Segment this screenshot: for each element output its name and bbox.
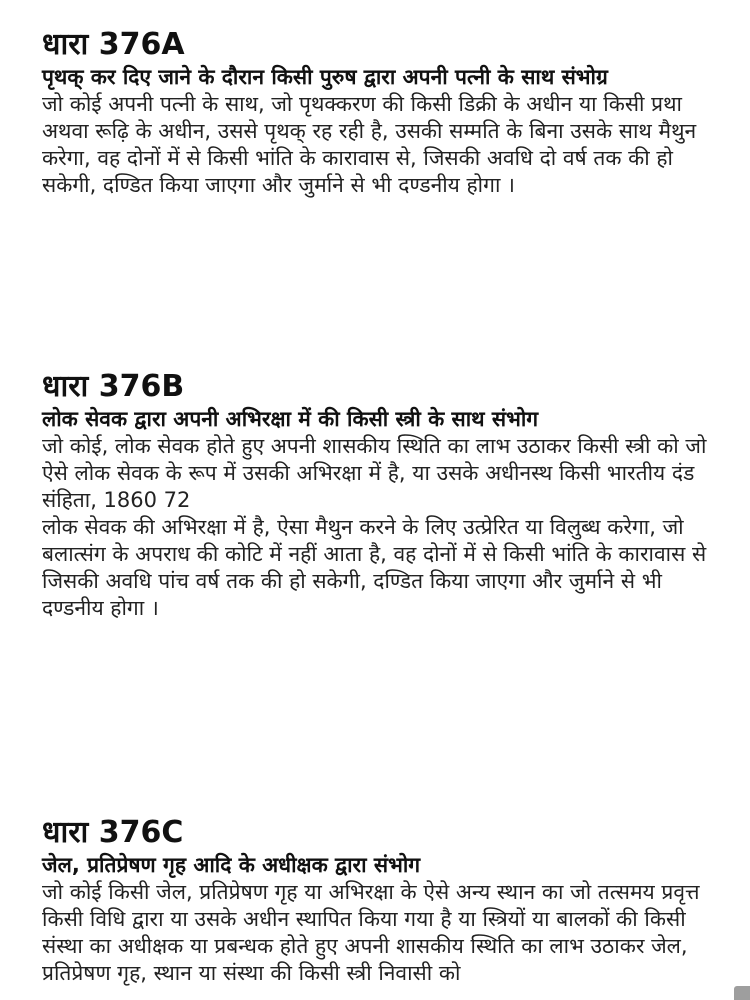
section-heading: धारा 376C <box>42 815 184 850</box>
section-subtitle: जेल, प्रतिप्रेषण गृह आदि के अधीक्षक द्वारा संभोग <box>42 853 421 877</box>
section-paragraph: जो कोई, लोक सेवक होते हुए अपनी शासकीय स्थिति का लाभ उठाकर किसी स्त्री को जो ऐसे लोक सेवक के रूप में उसकी अभिरक्षा में है, या उसके अधीनस्थ किसी भारतीय दंड संहिता, 1860 72 <box>42 434 707 512</box>
section-paragraph: लोक सेवक की अभिरक्षा में है, ऐसा मैथुन करने के लिए उत्प्रेरित या विलुब्ध करेगा, जो बलात्संग के अपराध की कोटि में नहीं आता है, वह दोनों में से किसी भांति के कारावास से जिसकी अवधि पांच वर्ष तक की हो सकेगी, दण्डित किया जाएगा और जुर्माने से भी दण्डनीय होगा । <box>42 515 707 620</box>
section-paragraph: जो कोई अपनी पत्नी के साथ, जो पृथक्करण की किसी डिक्री के अधीन या किसी प्रथा अथवा रूढ़ि के अधीन, उससे पृथक् रह रही है, उसकी सम्मति के बिना उसके साथ मैथुन करेगा, वह दोनों में से किसी भांति के कारावास से, जिसकी अवधि दो वर्ष तक की हो सकेगी, दण्डित किया जाएगा और जुर्माने से भी दण्डनीय होगा । <box>42 92 697 197</box>
section-376c <box>42 814 722 987</box>
section-376b <box>42 368 722 622</box>
scroll-indicator[interactable] <box>734 986 750 1000</box>
section-heading: धारा 376A <box>42 27 185 62</box>
section-376a <box>42 26 722 199</box>
section-paragraph: जो कोई किसी जेल, प्रतिप्रेषण गृह या अभिरक्षा के ऐसे अन्य स्थान का जो तत्समय प्रवृत्त किसी विधि द्वारा या उसके अधीन स्थापित किया गया है या स्त्रियों या बालकों की किसी संस्था का अधीक्षक या प्रबन्धक होते हुए अपनी शासकीय स्थिति का लाभ उठाकर जेल, प्रतिप्रेषण गृह, स्थान या संस्था की किसी स्त्री निवासी को <box>42 880 700 985</box>
section-subtitle: लोक सेवक द्वारा अपनी अभिरक्षा में की किसी स्त्री के साथ संभोग <box>42 407 539 431</box>
section-subtitle: पृथक् कर दिए जाने के दौरान किसी पुरुष द्वारा अपनी पत्नी के साथ संभोग्र <box>42 65 608 89</box>
section-heading: धारा 376B <box>42 369 185 404</box>
